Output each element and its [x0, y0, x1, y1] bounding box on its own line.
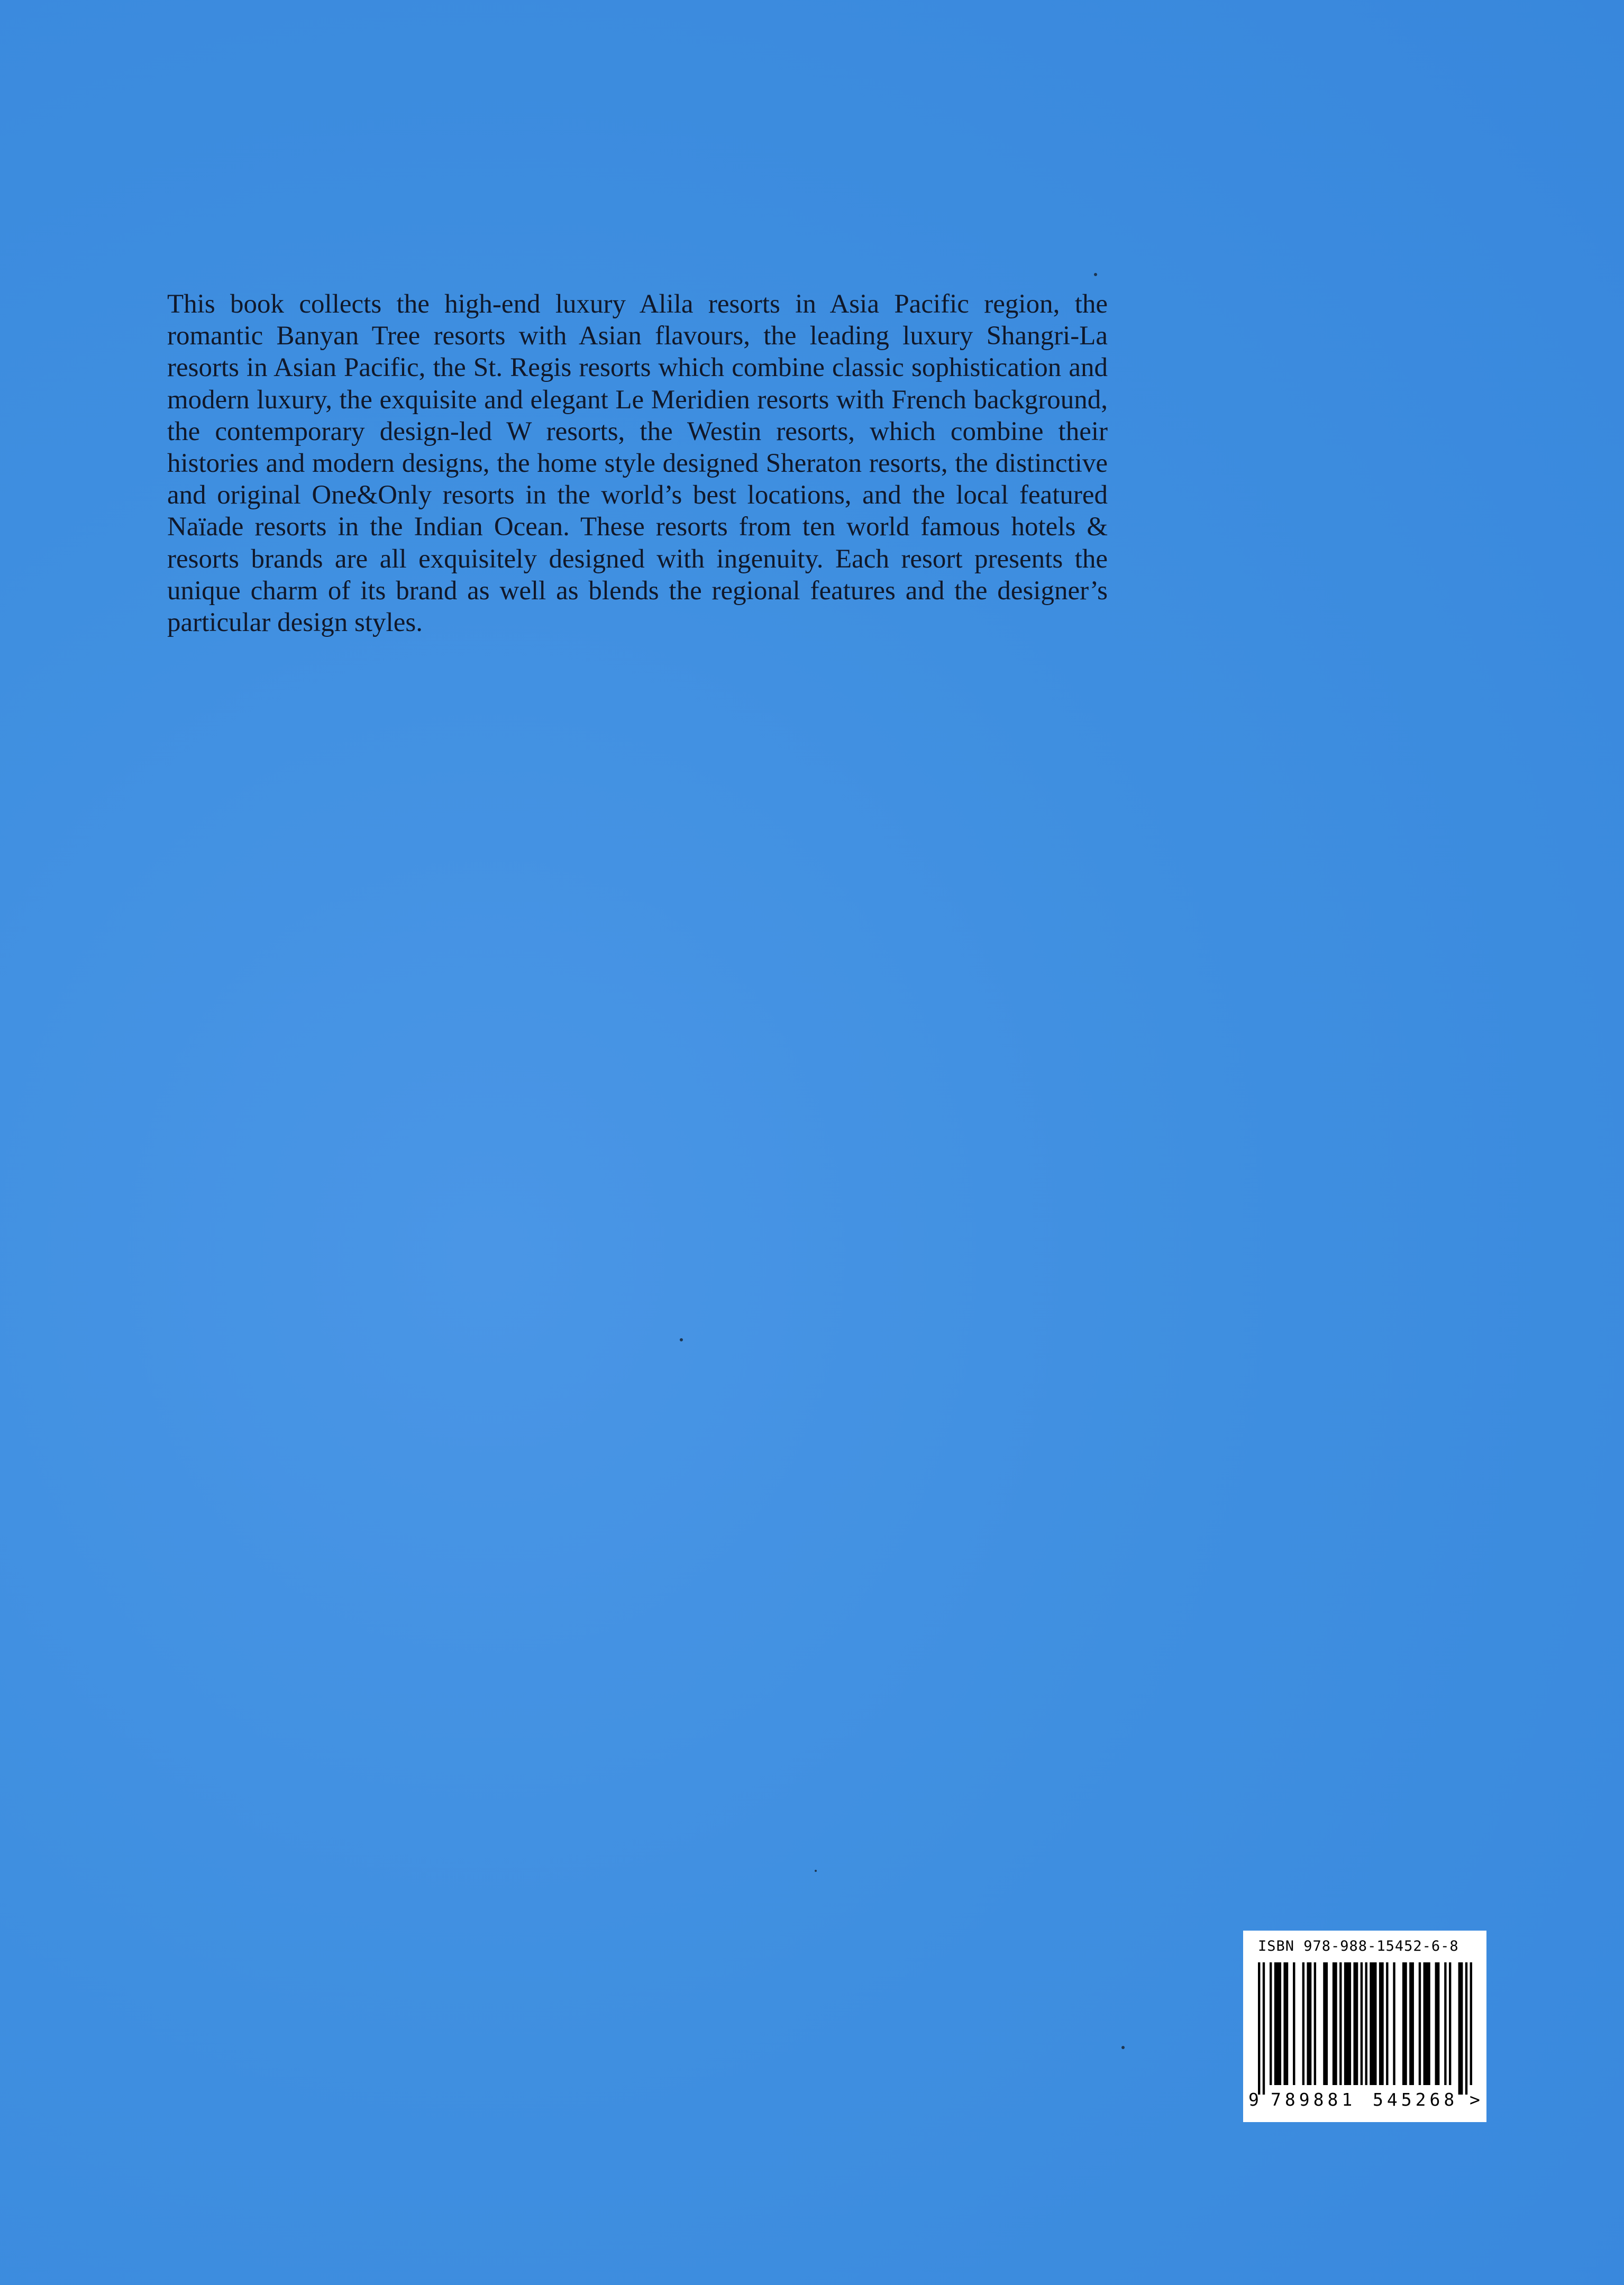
barcode-bar [1361, 1962, 1363, 2085]
print-speck [680, 1338, 683, 1341]
barcode-bar [1283, 1962, 1288, 2085]
barcode-bar [1449, 1962, 1451, 2085]
print-speck [815, 1870, 817, 1872]
barcode-bar [1465, 1962, 1467, 2095]
barcode-bar [1393, 1962, 1395, 2085]
print-speck [1121, 2046, 1125, 2049]
isbn-label: ISBN 978-988-15452-6-8 [1258, 1938, 1459, 1954]
barcode-digit-first: 9 [1248, 2089, 1259, 2110]
barcode-bars [1258, 1962, 1472, 2095]
barcode-bar [1365, 1962, 1367, 2085]
barcode-bar [1293, 1962, 1295, 2085]
cover-description: This book collects the high-end luxury Alila resorts in Asia Pacific region, the romantic Banyan Tree resorts with Asian flavours, the leading luxury Shangri-La resorts in Asian Pacific, the St. Regis resorts which combine classic sophistication and modern luxury, the exquisite and elegant Le Meridien resorts with French background, the contemporary design-led W resorts, the Westin resorts, which combine their histories and modern designs, the home style designed Sheraton resorts, the distinctive and original One&Only resorts in the world’s best locations, and the local featured Naïade resorts in the Indian Ocean. These resorts from ten world famous hotels & resorts brands are all exquisitely designed with ingenuity. Each resort presents the unique charm of its brand as well as blends the regional features and the designer’s particular design styles. [167, 289, 1108, 638]
barcode-bar [1344, 1962, 1351, 2085]
barcode-bar [1314, 1962, 1316, 2085]
barcode-bar [1263, 1962, 1265, 2095]
barcode-bar [1302, 1962, 1304, 2085]
print-speck [1094, 273, 1097, 276]
barcode-bar [1419, 1962, 1421, 2085]
barcode-bar [1424, 1962, 1430, 2085]
isbn-barcode [1243, 1931, 1486, 2122]
barcode-bar [1470, 1962, 1472, 2085]
barcode-bar [1270, 1962, 1272, 2085]
barcode-bar [1379, 1962, 1384, 2085]
barcode-bar [1402, 1962, 1407, 2085]
barcode-bar [1386, 1962, 1388, 2085]
barcode-bar [1333, 1962, 1337, 2085]
barcode-bar [1339, 1962, 1342, 2085]
barcode-digits-right: 545268 [1373, 2089, 1458, 2110]
barcode-bar [1435, 1962, 1440, 2085]
barcode-bar [1274, 1962, 1281, 2085]
barcode-quiet-zone-mark: > [1470, 2089, 1480, 2110]
barcode-bar [1307, 1962, 1311, 2085]
barcode-bar [1353, 1962, 1358, 2085]
barcode-bar [1409, 1962, 1414, 2085]
barcode-bar [1458, 1962, 1463, 2095]
barcode-bar [1323, 1962, 1328, 2085]
barcode-bar [1444, 1962, 1446, 2085]
barcode-bar [1370, 1962, 1376, 2085]
barcode-bar [1258, 1962, 1260, 2095]
barcode-digits-left: 789881 [1271, 2089, 1356, 2110]
